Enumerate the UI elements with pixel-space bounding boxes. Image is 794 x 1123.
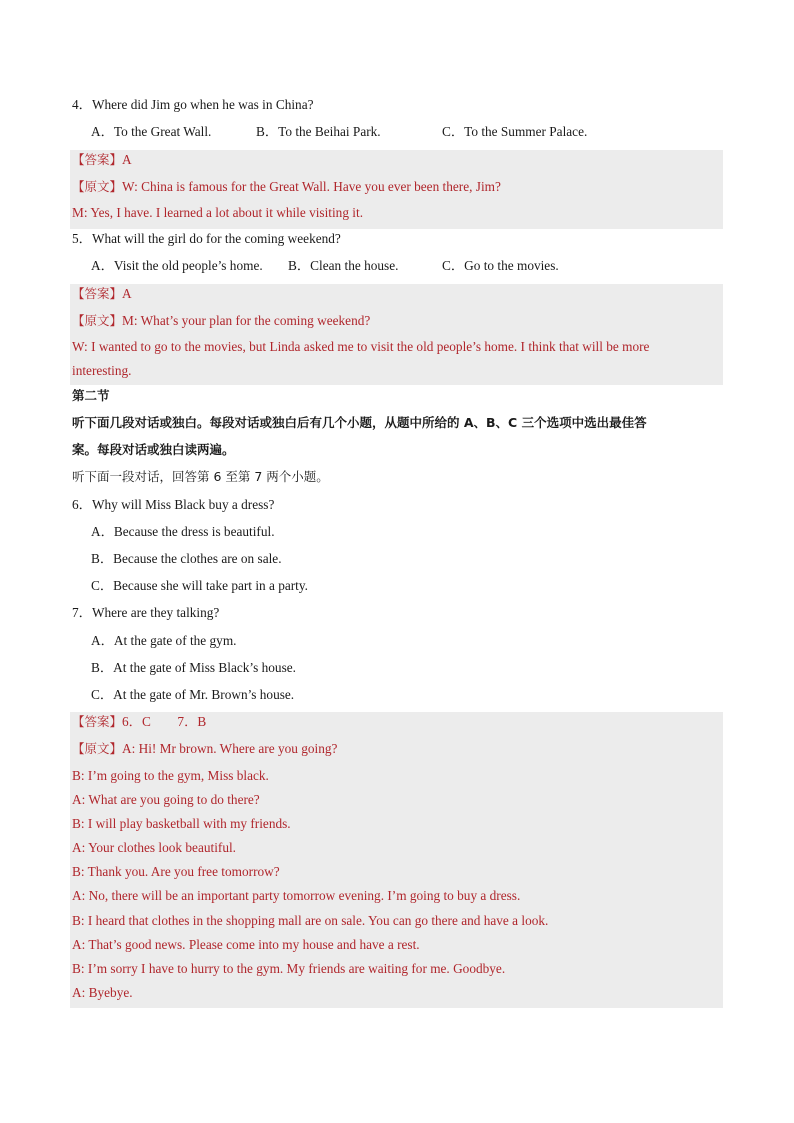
answer-tag: 【答案】: [72, 286, 123, 301]
q5-option-c: C．Go to the movies.: [442, 258, 559, 273]
transcript-text: A: Hi! Mr brown. Where are you going?: [122, 741, 338, 756]
q4-option-a: A．To the Great Wall.: [91, 124, 212, 139]
q67-transcript-line-8: B: I heard that clothes in the shopping mall are on sale. You can go there and have a look.: [72, 913, 549, 928]
q7-option-a: A．At the gate of the gym.: [91, 633, 237, 648]
q4-answer: A: [122, 152, 132, 167]
q5-option-b: B．Clean the house.: [288, 258, 399, 273]
q6-option-c: C．Because she will take part in a party.: [91, 578, 308, 593]
transcript-tag: 【原文】: [72, 313, 123, 328]
q7-option-c: C．At the gate of Mr. Brown’s house.: [91, 687, 295, 702]
question-7: 7．Where are they talking?: [72, 605, 220, 620]
q5-option-a: A．Visit the old people’s home.: [91, 258, 263, 273]
question-4-options: [91, 121, 794, 143]
question-6: 6．Why will Miss Black buy a dress?: [72, 497, 275, 512]
q67-transcript-line-3: A: What are you going to do there?: [72, 792, 260, 807]
q4-option-c: C．To the Summer Palace.: [442, 124, 588, 139]
q4-answer-line: [72, 149, 794, 171]
q67-transcript-line-9: A: That’s good news. Please come into my house and have a rest.: [72, 937, 420, 952]
answer-tag: 【答案】: [72, 714, 123, 729]
section-heading: 第二节: [72, 388, 110, 403]
q67-transcript-line-4: B: I will play basketball with my friends.: [72, 816, 291, 831]
q7-option-b: B．At the gate of Miss Black’s house.: [91, 660, 296, 675]
q67-transcript-line-1: [72, 738, 794, 760]
q4-transcript-line-2: M: Yes, I have. I learned a lot about it while visiting it.: [72, 205, 364, 220]
q67-answer: 6．C 7．B: [122, 714, 207, 729]
question-4: 4．Where did Jim go when he was in China?: [72, 97, 314, 112]
section-instruction-2: 案。每段对话或独白读两遍。: [72, 442, 235, 457]
q6-option-b: B．Because the clothes are on sale.: [91, 551, 282, 566]
q4-option-b: B．To the Beihai Park.: [256, 124, 381, 139]
q67-transcript-line-6: B: Thank you. Are you free tomorrow?: [72, 864, 280, 879]
q67-transcript-line-11: A: Byebye.: [72, 985, 133, 1000]
q67-transcript-line-5: A: Your clothes look beautiful.: [72, 840, 236, 855]
section-intro: 听下面一段对话，回答第 6 至第 7 两个小题。: [72, 469, 329, 484]
q67-answer-line: [72, 711, 794, 733]
q5-transcript-line-2: W: I wanted to go to the movies, but Linda asked me to visit the old people’s home. I think that will be more: [72, 339, 650, 354]
question-5-options: [91, 255, 794, 277]
transcript-text: M: What’s your plan for the coming weekend?: [122, 313, 371, 328]
q5-transcript-line-1: [72, 310, 794, 332]
q67-transcript-line-10: B: I’m sorry I have to hurry to the gym. My friends are waiting for me. Goodbye.: [72, 961, 506, 976]
q5-answer: A: [122, 286, 132, 301]
q67-transcript-line-2: B: I’m going to the gym, Miss black.: [72, 768, 269, 783]
q67-transcript-line-7: A: No, there will be an important party tomorrow evening. I’m going to buy a dress.: [72, 888, 521, 903]
q5-answer-line: [72, 283, 794, 305]
transcript-tag: 【原文】: [72, 179, 123, 194]
q4-transcript-line-1: [72, 176, 794, 198]
question-5: 5．What will the girl do for the coming weekend?: [72, 231, 341, 246]
section-instruction-1: 听下面几段对话或独白。每段对话或独白后有几个小题，从题中所给的 A、B、C 三个选项中选出最佳答: [72, 415, 647, 430]
transcript-text: W: China is famous for the Great Wall. Have you ever been there, Jim?: [122, 179, 501, 194]
q6-option-a: A．Because the dress is beautiful.: [91, 524, 275, 539]
transcript-tag: 【原文】: [72, 741, 123, 756]
q5-transcript-line-3: interesting.: [72, 363, 132, 378]
answer-tag: 【答案】: [72, 152, 123, 167]
